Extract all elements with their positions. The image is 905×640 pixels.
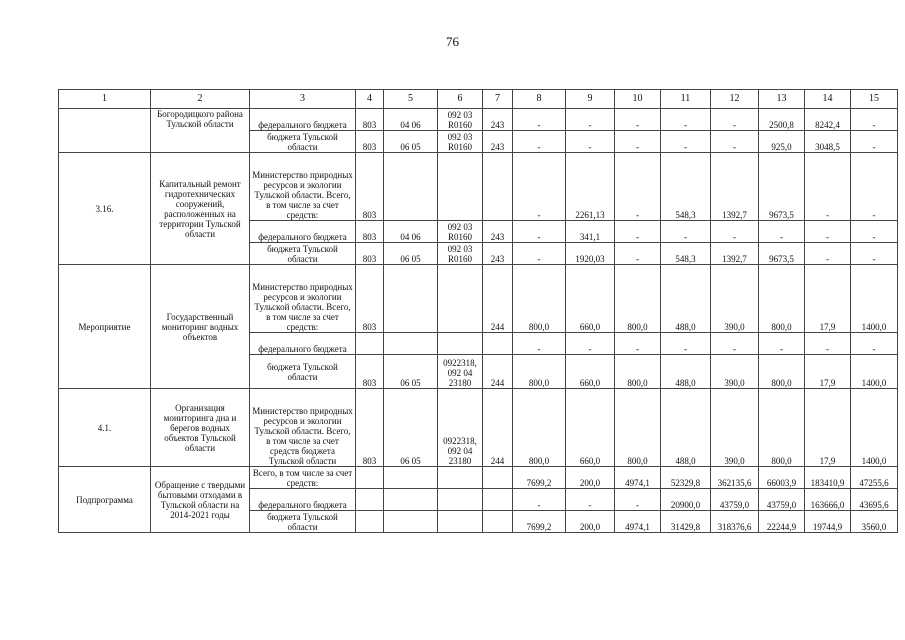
cell-c8: 800,0 xyxy=(513,389,566,467)
cell-c8: 800,0 xyxy=(513,355,566,389)
cell-c8: - xyxy=(513,243,566,265)
cell-c6: 0922318, 092 04 23180 xyxy=(438,355,483,389)
cell-c4: 803 xyxy=(356,389,384,467)
activity-name: Богородицкого района Тульской области xyxy=(151,109,250,153)
cell-c8: - xyxy=(513,131,566,153)
cell-c6: 092 03 R0160 xyxy=(438,221,483,243)
cell-c10: 4974,1 xyxy=(615,511,661,533)
funding-source: федерального бюджета xyxy=(250,333,356,355)
column-header: 4 xyxy=(356,90,384,109)
cell-c12: 318376,6 xyxy=(711,511,759,533)
cell-c9: 660,0 xyxy=(566,389,615,467)
cell-c5: 06 05 xyxy=(384,389,438,467)
cell-c11: 488,0 xyxy=(661,389,711,467)
cell-c12: 390,0 xyxy=(711,389,759,467)
column-header: 11 xyxy=(661,90,711,109)
cell-c6 xyxy=(438,265,483,333)
cell-c7: 244 xyxy=(483,265,513,333)
cell-c6: 092 03 R0160 xyxy=(438,131,483,153)
column-header: 10 xyxy=(615,90,661,109)
cell-c5 xyxy=(384,153,438,221)
cell-c6 xyxy=(438,333,483,355)
cell-c6 xyxy=(438,467,483,489)
cell-c12: 390,0 xyxy=(711,355,759,389)
cell-c13: 22244,9 xyxy=(759,511,805,533)
cell-c7 xyxy=(483,489,513,511)
cell-c7: 243 xyxy=(483,131,513,153)
cell-c7 xyxy=(483,153,513,221)
cell-c4: 803 xyxy=(356,153,384,221)
cell-c4: 803 xyxy=(356,243,384,265)
column-header: 14 xyxy=(805,90,851,109)
cell-c11: 548,3 xyxy=(661,153,711,221)
row-number xyxy=(59,109,151,153)
column-header: 7 xyxy=(483,90,513,109)
cell-c10: - xyxy=(615,153,661,221)
cell-c9: - xyxy=(566,489,615,511)
cell-c12: 390,0 xyxy=(711,265,759,333)
cell-c7: 244 xyxy=(483,389,513,467)
cell-c11: - xyxy=(661,333,711,355)
budget-table xyxy=(58,89,898,533)
cell-c14: - xyxy=(805,333,851,355)
cell-c8: 800,0 xyxy=(513,265,566,333)
cell-c12: - xyxy=(711,333,759,355)
cell-c4: 803 xyxy=(356,131,384,153)
cell-c15: - xyxy=(851,221,898,243)
cell-c6 xyxy=(438,511,483,533)
cell-c15: 43695,6 xyxy=(851,489,898,511)
cell-c10: - xyxy=(615,243,661,265)
cell-c5 xyxy=(384,467,438,489)
table-row xyxy=(59,109,898,131)
funding-source: федерального бюджета xyxy=(250,109,356,131)
cell-c6 xyxy=(438,489,483,511)
cell-c6: 092 03 R0160 xyxy=(438,109,483,131)
cell-c14: 17,9 xyxy=(805,265,851,333)
funding-source: Всего, в том числе за счет средств: xyxy=(250,467,356,489)
row-number: 3.16. xyxy=(59,153,151,265)
cell-c11: 20900,0 xyxy=(661,489,711,511)
cell-c7: 244 xyxy=(483,355,513,389)
table-row xyxy=(59,467,898,489)
cell-c4: 803 xyxy=(356,221,384,243)
funding-source: бюджета Тульской области xyxy=(250,511,356,533)
cell-c13: 9673,5 xyxy=(759,153,805,221)
activity-name: Капитальный ремонт гидротехнических сооружений, расположенных на территории Тульской области xyxy=(151,153,250,265)
row-number: 4.1. xyxy=(59,389,151,467)
cell-c11: 488,0 xyxy=(661,355,711,389)
cell-c10: - xyxy=(615,131,661,153)
cell-c8: - xyxy=(513,221,566,243)
column-header: 3 xyxy=(250,90,356,109)
cell-c8: - xyxy=(513,109,566,131)
cell-c10: 4974,1 xyxy=(615,467,661,489)
cell-c13: 800,0 xyxy=(759,265,805,333)
funding-source: Министерство природных ресурсов и экологии Тульской области. Всего, в том числе за счет средств: xyxy=(250,265,356,333)
funding-source: бюджета Тульской области xyxy=(250,131,356,153)
cell-c7: 243 xyxy=(483,243,513,265)
cell-c15: 47255,6 xyxy=(851,467,898,489)
cell-c10: - xyxy=(615,221,661,243)
row-number: Подпрограмма xyxy=(59,467,151,533)
cell-c13: 43759,0 xyxy=(759,489,805,511)
cell-c9: - xyxy=(566,131,615,153)
cell-c6 xyxy=(438,153,483,221)
header-row xyxy=(59,90,898,109)
cell-c14: 8242,4 xyxy=(805,109,851,131)
cell-c15: 1400,0 xyxy=(851,265,898,333)
table-row xyxy=(59,153,898,221)
cell-c14: 3048,5 xyxy=(805,131,851,153)
column-header: 9 xyxy=(566,90,615,109)
cell-c11: 488,0 xyxy=(661,265,711,333)
cell-c12: 362135,6 xyxy=(711,467,759,489)
page-number: 76 xyxy=(446,34,459,49)
cell-c13: - xyxy=(759,333,805,355)
cell-c10: - xyxy=(615,489,661,511)
cell-c8: - xyxy=(513,333,566,355)
row-number: Мероприятие xyxy=(59,265,151,389)
column-header: 12 xyxy=(711,90,759,109)
table-row xyxy=(59,265,898,333)
cell-c13: 925,0 xyxy=(759,131,805,153)
cell-c9: 660,0 xyxy=(566,355,615,389)
cell-c12: 1392,7 xyxy=(711,243,759,265)
cell-c10: 800,0 xyxy=(615,389,661,467)
column-header: 13 xyxy=(759,90,805,109)
column-header: 2 xyxy=(151,90,250,109)
funding-source: Министерство природных ресурсов и экологии Тульской области. Всего, в том числе за счет средств бюджета Тульской области xyxy=(250,389,356,467)
cell-c15: - xyxy=(851,333,898,355)
cell-c8: - xyxy=(513,489,566,511)
funding-source: Министерство природных ресурсов и экологии Тульской области. Всего, в том числе за счет средств: xyxy=(250,153,356,221)
cell-c8: 7699,2 xyxy=(513,511,566,533)
cell-c12: 43759,0 xyxy=(711,489,759,511)
cell-c8: - xyxy=(513,153,566,221)
cell-c14: 19744,9 xyxy=(805,511,851,533)
cell-c15: 1400,0 xyxy=(851,389,898,467)
cell-c14: - xyxy=(805,221,851,243)
column-header: 1 xyxy=(59,90,151,109)
activity-name: Обращение с твердыми бытовыми отходами в Тульской области на 2014-2021 годы xyxy=(151,467,250,533)
cell-c7 xyxy=(483,511,513,533)
cell-c6: 092 03 R0160 xyxy=(438,243,483,265)
column-header: 6 xyxy=(438,90,483,109)
cell-c7 xyxy=(483,333,513,355)
cell-c5 xyxy=(384,265,438,333)
cell-c10: - xyxy=(615,333,661,355)
cell-c11: 31429,8 xyxy=(661,511,711,533)
cell-c7: 243 xyxy=(483,109,513,131)
cell-c9: 341,1 xyxy=(566,221,615,243)
cell-c14: 17,9 xyxy=(805,389,851,467)
cell-c5 xyxy=(384,511,438,533)
cell-c11: - xyxy=(661,109,711,131)
cell-c12: - xyxy=(711,131,759,153)
cell-c7: 243 xyxy=(483,221,513,243)
cell-c5 xyxy=(384,489,438,511)
cell-c5: 06 05 xyxy=(384,355,438,389)
cell-c14: 183410,9 xyxy=(805,467,851,489)
cell-c5: 04 06 xyxy=(384,109,438,131)
cell-c10: 800,0 xyxy=(615,265,661,333)
cell-c5: 04 06 xyxy=(384,221,438,243)
cell-c14: - xyxy=(805,243,851,265)
cell-c9: - xyxy=(566,333,615,355)
activity-name: Государственный мониторинг водных объектов xyxy=(151,265,250,389)
cell-c12: - xyxy=(711,109,759,131)
column-header: 5 xyxy=(384,90,438,109)
funding-source: бюджета Тульской области xyxy=(250,243,356,265)
cell-c13: - xyxy=(759,221,805,243)
table-row xyxy=(59,389,898,467)
cell-c9: 2261,13 xyxy=(566,153,615,221)
cell-c15: - xyxy=(851,243,898,265)
cell-c4 xyxy=(356,511,384,533)
cell-c13: 800,0 xyxy=(759,355,805,389)
cell-c9: 1920,03 xyxy=(566,243,615,265)
funding-source: федерального бюджета xyxy=(250,221,356,243)
cell-c4: 803 xyxy=(356,355,384,389)
cell-c5: 06 05 xyxy=(384,243,438,265)
cell-c11: 52329,8 xyxy=(661,467,711,489)
funding-source: федерального бюджета xyxy=(250,489,356,511)
cell-c4: 803 xyxy=(356,265,384,333)
cell-c10: - xyxy=(615,109,661,131)
column-header: 15 xyxy=(851,90,898,109)
cell-c13: 2500,8 xyxy=(759,109,805,131)
cell-c5: 06 05 xyxy=(384,131,438,153)
cell-c15: - xyxy=(851,109,898,131)
cell-c14: 17,9 xyxy=(805,355,851,389)
cell-c13: 9673,5 xyxy=(759,243,805,265)
cell-c4 xyxy=(356,467,384,489)
cell-c4 xyxy=(356,333,384,355)
cell-c4 xyxy=(356,489,384,511)
cell-c9: 200,0 xyxy=(566,511,615,533)
cell-c4: 803 xyxy=(356,109,384,131)
cell-c12: 1392,7 xyxy=(711,153,759,221)
cell-c15: - xyxy=(851,153,898,221)
cell-c9: 660,0 xyxy=(566,265,615,333)
activity-name: Организация мониторинга дна и берегов водных объектов Тульской области xyxy=(151,389,250,467)
cell-c14: - xyxy=(805,153,851,221)
cell-c5 xyxy=(384,333,438,355)
funding-source: бюджета Тульской области xyxy=(250,355,356,389)
cell-c8: 7699,2 xyxy=(513,467,566,489)
cell-c9: 200,0 xyxy=(566,467,615,489)
column-header: 8 xyxy=(513,90,566,109)
cell-c6: 0922318, 092 04 23180 xyxy=(438,389,483,467)
cell-c13: 66003,9 xyxy=(759,467,805,489)
cell-c15: 3560,0 xyxy=(851,511,898,533)
cell-c11: - xyxy=(661,221,711,243)
cell-c12: - xyxy=(711,221,759,243)
cell-c13: 800,0 xyxy=(759,389,805,467)
cell-c7 xyxy=(483,467,513,489)
cell-c9: - xyxy=(566,109,615,131)
cell-c11: - xyxy=(661,131,711,153)
cell-c15: 1400,0 xyxy=(851,355,898,389)
cell-c11: 548,3 xyxy=(661,243,711,265)
cell-c10: 800,0 xyxy=(615,355,661,389)
cell-c15: - xyxy=(851,131,898,153)
cell-c14: 163666,0 xyxy=(805,489,851,511)
